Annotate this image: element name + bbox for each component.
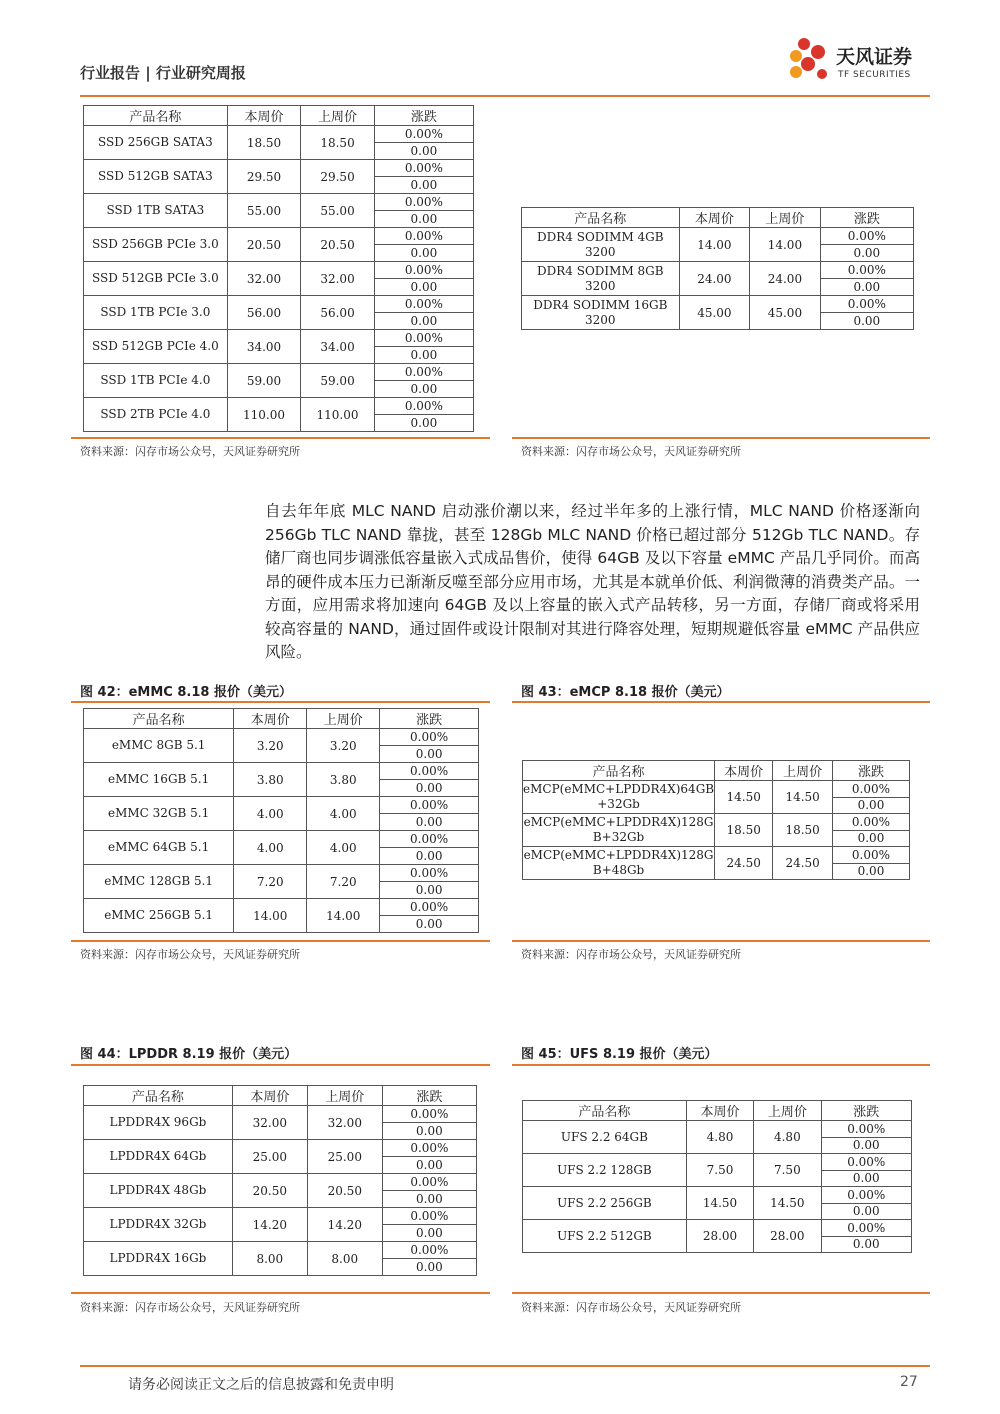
this-week-price-cell: 8.00 <box>232 1242 307 1276</box>
footer-divider <box>80 1365 930 1367</box>
table-row <box>84 865 479 882</box>
column-header: 涨跌 <box>382 1086 476 1106</box>
column-header: 产品名称 <box>522 208 680 228</box>
change-percent-cell: 0.00% <box>374 160 473 177</box>
this-week-price-cell: 7.20 <box>234 865 307 899</box>
change-absolute-cell: 0.00 <box>380 780 479 797</box>
column-header: 产品名称 <box>84 1086 233 1106</box>
lpddr-figure-caption: 图 44：LPDDR 8.19 报价（美元） <box>80 1047 298 1062</box>
change-percent-cell: 0.00% <box>821 1121 911 1138</box>
product-name-cell: eMMC 64GB 5.1 <box>84 831 234 865</box>
change-percent-cell: 0.00% <box>382 1208 476 1225</box>
change-percent-cell: 0.00% <box>380 865 479 882</box>
logo-text: 天风证券 <box>836 46 913 68</box>
last-week-price-cell: 14.50 <box>773 781 833 814</box>
this-week-price-cell: 20.50 <box>232 1174 307 1208</box>
product-name-cell: LPDDR4X 32Gb <box>84 1208 233 1242</box>
this-week-price-cell: 4.00 <box>234 831 307 865</box>
change-absolute-cell: 0.00 <box>821 1236 911 1253</box>
emcp-price-table <box>522 760 910 880</box>
change-percent-cell: 0.00% <box>382 1174 476 1191</box>
this-week-price-cell: 34.00 <box>227 330 301 364</box>
table-row <box>84 1106 477 1123</box>
change-absolute-cell: 0.00 <box>382 1157 476 1174</box>
last-week-price-cell: 59.00 <box>301 364 375 398</box>
last-week-price-cell: 20.50 <box>307 1174 382 1208</box>
product-name-cell: eMCP(eMMC+LPDDR4X)128G B+48Gb <box>523 847 715 880</box>
table-row <box>84 364 474 381</box>
change-percent-cell: 0.00% <box>374 330 473 347</box>
ufs-source-note: 资料来源：闪存市场公众号，天风证券研究所 <box>521 1301 741 1314</box>
change-absolute-cell: 0.00 <box>374 279 473 296</box>
this-week-price-cell: 18.50 <box>715 814 773 847</box>
change-absolute-cell: 0.00 <box>832 830 909 847</box>
table-row <box>84 160 474 177</box>
column-header: 上周价 <box>307 709 380 729</box>
column-header: 涨跌 <box>820 208 913 228</box>
this-week-price-cell: 7.50 <box>686 1154 753 1187</box>
lpddr-source-note: 资料来源：闪存市场公众号，天风证券研究所 <box>80 1301 300 1314</box>
product-name-cell: LPDDR4X 64Gb <box>84 1140 233 1174</box>
change-absolute-cell: 0.00 <box>380 916 479 933</box>
last-week-price-cell: 24.50 <box>773 847 833 880</box>
ssd-source-note: 资料来源：闪存市场公众号，天风证券研究所 <box>80 445 300 458</box>
change-percent-cell: 0.00% <box>382 1140 476 1157</box>
column-header: 产品名称 <box>84 106 228 126</box>
table-row <box>84 729 479 746</box>
table-row <box>84 194 474 211</box>
last-week-price-cell: 4.80 <box>754 1121 821 1154</box>
table-row <box>523 781 910 798</box>
ufs-top-rule <box>512 1064 930 1066</box>
change-absolute-cell: 0.00 <box>382 1225 476 1242</box>
table-row <box>523 1187 912 1204</box>
table-row <box>523 814 910 831</box>
product-name-cell: UFS 2.2 128GB <box>523 1154 687 1187</box>
product-name-cell: SSD 512GB SATA3 <box>84 160 228 194</box>
table-row <box>84 1174 477 1191</box>
emmc-top-rule <box>71 701 490 703</box>
change-absolute-cell: 0.00 <box>380 882 479 899</box>
last-week-price-cell: 32.00 <box>307 1106 382 1140</box>
table-row <box>522 296 914 313</box>
last-week-price-cell: 4.00 <box>307 831 380 865</box>
emcp-top-rule <box>512 701 930 703</box>
this-week-price-cell: 14.20 <box>232 1208 307 1242</box>
change-absolute-cell: 0.00 <box>382 1259 476 1276</box>
table-row <box>84 1140 477 1157</box>
column-header: 产品名称 <box>523 1101 687 1121</box>
product-name-cell: eMMC 8GB 5.1 <box>84 729 234 763</box>
this-week-price-cell: 14.00 <box>679 228 750 262</box>
change-percent-cell: 0.00% <box>380 899 479 916</box>
this-week-price-cell: 45.00 <box>679 296 750 330</box>
this-week-price-cell: 59.00 <box>227 364 301 398</box>
ddr4-price-table <box>521 207 914 330</box>
column-header: 本周价 <box>234 709 307 729</box>
lpddr-top-rule <box>71 1064 490 1066</box>
footer-disclaimer: 请务必阅读正文之后的信息披露和免责申明 <box>128 1377 394 1393</box>
this-week-price-cell: 25.00 <box>232 1140 307 1174</box>
ufs-price-table <box>522 1100 912 1253</box>
product-name-cell: eMCP(eMMC+LPDDR4X)64GB +32Gb <box>523 781 715 814</box>
product-name-cell: UFS 2.2 64GB <box>523 1121 687 1154</box>
emcp-source-note: 资料来源：闪存市场公众号，天风证券研究所 <box>521 948 741 961</box>
this-week-price-cell: 24.00 <box>679 262 750 296</box>
column-header: 涨跌 <box>821 1101 911 1121</box>
last-week-price-cell: 18.50 <box>301 126 375 160</box>
lpddr-price-table <box>83 1085 477 1276</box>
ssd-price-table <box>83 105 474 432</box>
column-header: 上周价 <box>307 1086 382 1106</box>
change-absolute-cell: 0.00 <box>382 1123 476 1140</box>
last-week-price-cell: 14.00 <box>307 899 380 933</box>
product-name-cell: SSD 1TB PCIe 4.0 <box>84 364 228 398</box>
change-percent-cell: 0.00% <box>374 194 473 211</box>
ddr4-source-note: 资料来源：闪存市场公众号，天风证券研究所 <box>521 445 741 458</box>
table-row <box>84 1242 477 1259</box>
column-header: 涨跌 <box>374 106 473 126</box>
last-week-price-cell: 7.20 <box>307 865 380 899</box>
change-absolute-cell: 0.00 <box>374 313 473 330</box>
ddr4-top-rule <box>512 95 930 97</box>
this-week-price-cell: 24.50 <box>715 847 773 880</box>
change-percent-cell: 0.00% <box>832 814 909 831</box>
table-row <box>84 831 479 848</box>
change-absolute-cell: 0.00 <box>380 746 479 763</box>
this-week-price-cell: 4.80 <box>686 1121 753 1154</box>
emmc-figure-caption: 图 42：eMMC 8.18 报价（美元） <box>80 685 292 700</box>
column-header: 涨跌 <box>832 761 909 781</box>
product-name-cell: LPDDR4X 96Gb <box>84 1106 233 1140</box>
change-percent-cell: 0.00% <box>380 797 479 814</box>
column-header: 本周价 <box>232 1086 307 1106</box>
this-week-price-cell: 29.50 <box>227 160 301 194</box>
table-row <box>84 398 474 415</box>
last-week-price-cell: 14.20 <box>307 1208 382 1242</box>
ssd-source-rule <box>71 437 490 439</box>
product-name-cell: eMMC 256GB 5.1 <box>84 899 234 933</box>
product-name-cell: eMMC 16GB 5.1 <box>84 763 234 797</box>
this-week-price-cell: 28.00 <box>686 1220 753 1253</box>
last-week-price-cell: 7.50 <box>754 1154 821 1187</box>
lpddr-source-rule <box>71 1292 490 1294</box>
product-name-cell: UFS 2.2 256GB <box>523 1187 687 1220</box>
change-percent-cell: 0.00% <box>374 398 473 415</box>
change-absolute-cell: 0.00 <box>382 1191 476 1208</box>
product-name-cell: SSD 1TB SATA3 <box>84 194 228 228</box>
last-week-price-cell: 32.00 <box>301 262 375 296</box>
this-week-price-cell: 32.00 <box>227 262 301 296</box>
change-percent-cell: 0.00% <box>374 296 473 313</box>
product-name-cell: LPDDR4X 48Gb <box>84 1174 233 1208</box>
column-header: 本周价 <box>227 106 301 126</box>
table-row <box>522 262 914 279</box>
column-header: 产品名称 <box>84 709 234 729</box>
change-percent-cell: 0.00% <box>820 296 913 313</box>
change-absolute-cell: 0.00 <box>374 211 473 228</box>
column-header: 上周价 <box>754 1101 821 1121</box>
column-header: 上周价 <box>750 208 821 228</box>
column-header: 本周价 <box>679 208 750 228</box>
table-row <box>84 330 474 347</box>
emmc-source-rule <box>71 940 490 942</box>
table-row <box>84 228 474 245</box>
change-percent-cell: 0.00% <box>374 364 473 381</box>
change-percent-cell: 0.00% <box>821 1187 911 1204</box>
change-percent-cell: 0.00% <box>820 228 913 245</box>
column-header: 上周价 <box>301 106 375 126</box>
product-name-cell: SSD 256GB PCIe 3.0 <box>84 228 228 262</box>
body-paragraph: 自去年年底 MLC NAND 启动涨价潮以来，经过半年多的上涨行情，MLC NAND 价格逐渐向 256Gb TLC NAND 靠拢，甚至 128Gb MLC NAND 价格已超过部分 512Gb TLC NAND。存储厂商也同步调涨低容量嵌入式成品售价，使得 64GB 及以下容量 eMMC 产品几乎同价。而高昂的硬件成本压力已渐渐反噬至部分应用市场，尤其是本就单价低、利润微薄的消费类产品。一方面，应用需求将加速向 64GB 及以上容量的嵌入式产品转移，另一方面，存储厂商或将采用较高容量的 NAND，通过固件或设计限制对其进行降容处理，短期规避低容量 eMMC 产品供应风险。 <box>265 502 920 661</box>
this-week-price-cell: 3.20 <box>234 729 307 763</box>
table-row <box>84 126 474 143</box>
change-percent-cell: 0.00% <box>382 1242 476 1259</box>
table-row <box>84 763 479 780</box>
product-name-cell: DDR4 SODIMM 4GB 3200 <box>522 228 680 262</box>
last-week-price-cell: 20.50 <box>301 228 375 262</box>
last-week-price-cell: 14.00 <box>750 228 821 262</box>
table-row <box>523 847 910 864</box>
this-week-price-cell: 18.50 <box>227 126 301 160</box>
table-row <box>84 296 474 313</box>
change-absolute-cell: 0.00 <box>374 381 473 398</box>
change-percent-cell: 0.00% <box>374 228 473 245</box>
emmc-source-note: 资料来源：闪存市场公众号，天风证券研究所 <box>80 948 300 961</box>
ddr4-source-rule <box>512 437 930 439</box>
table-row <box>522 228 914 245</box>
this-week-price-cell: 55.00 <box>227 194 301 228</box>
table-row <box>523 1121 912 1138</box>
change-percent-cell: 0.00% <box>374 126 473 143</box>
report-type: 行业报告 | 行业研究周报 <box>80 64 246 82</box>
last-week-price-cell: 29.50 <box>301 160 375 194</box>
last-week-price-cell: 110.00 <box>301 398 375 432</box>
product-name-cell: SSD 256GB SATA3 <box>84 126 228 160</box>
emcp-source-rule <box>512 940 930 942</box>
last-week-price-cell: 25.00 <box>307 1140 382 1174</box>
column-header: 上周价 <box>773 761 833 781</box>
change-percent-cell: 0.00% <box>821 1154 911 1171</box>
this-week-price-cell: 14.00 <box>234 899 307 933</box>
product-name-cell: SSD 512GB PCIe 3.0 <box>84 262 228 296</box>
table-row <box>84 262 474 279</box>
last-week-price-cell: 14.50 <box>754 1187 821 1220</box>
change-absolute-cell: 0.00 <box>380 848 479 865</box>
change-percent-cell: 0.00% <box>374 262 473 279</box>
last-week-price-cell: 34.00 <box>301 330 375 364</box>
last-week-price-cell: 3.20 <box>307 729 380 763</box>
change-absolute-cell: 0.00 <box>821 1137 911 1154</box>
table-row <box>523 1220 912 1237</box>
change-absolute-cell: 0.00 <box>820 313 913 330</box>
last-week-price-cell: 18.50 <box>773 814 833 847</box>
change-percent-cell: 0.00% <box>832 847 909 864</box>
product-name-cell: LPDDR4X 16Gb <box>84 1242 233 1276</box>
change-percent-cell: 0.00% <box>380 763 479 780</box>
change-absolute-cell: 0.00 <box>832 797 909 814</box>
product-name-cell: SSD 1TB PCIe 3.0 <box>84 296 228 330</box>
table-row <box>523 1154 912 1171</box>
change-percent-cell: 0.00% <box>821 1220 911 1237</box>
change-absolute-cell: 0.00 <box>374 143 473 160</box>
column-header: 涨跌 <box>380 709 479 729</box>
last-week-price-cell: 56.00 <box>301 296 375 330</box>
column-header: 产品名称 <box>523 761 715 781</box>
column-header: 本周价 <box>686 1101 753 1121</box>
change-absolute-cell: 0.00 <box>374 177 473 194</box>
last-week-price-cell: 8.00 <box>307 1242 382 1276</box>
change-absolute-cell: 0.00 <box>820 245 913 262</box>
table-row <box>84 797 479 814</box>
emcp-figure-caption: 图 43：eMCP 8.18 报价（美元） <box>521 685 730 700</box>
change-absolute-cell: 0.00 <box>832 863 909 880</box>
product-name-cell: UFS 2.2 512GB <box>523 1220 687 1253</box>
change-absolute-cell: 0.00 <box>374 245 473 262</box>
change-absolute-cell: 0.00 <box>374 347 473 364</box>
last-week-price-cell: 28.00 <box>754 1220 821 1253</box>
change-absolute-cell: 0.00 <box>821 1203 911 1220</box>
ufs-source-rule <box>512 1292 930 1294</box>
ufs-figure-caption: 图 45：UFS 8.19 报价（美元） <box>521 1047 718 1062</box>
change-absolute-cell: 0.00 <box>380 814 479 831</box>
table-row <box>84 1208 477 1225</box>
page-number: 27 <box>900 1374 918 1390</box>
last-week-price-cell: 55.00 <box>301 194 375 228</box>
this-week-price-cell: 56.00 <box>227 296 301 330</box>
change-percent-cell: 0.00% <box>832 781 909 798</box>
last-week-price-cell: 24.00 <box>750 262 821 296</box>
change-absolute-cell: 0.00 <box>820 279 913 296</box>
change-percent-cell: 0.00% <box>382 1106 476 1123</box>
product-name-cell: DDR4 SODIMM 8GB 3200 <box>522 262 680 296</box>
table-row <box>84 899 479 916</box>
change-absolute-cell: 0.00 <box>821 1170 911 1187</box>
change-percent-cell: 0.00% <box>820 262 913 279</box>
change-percent-cell: 0.00% <box>380 729 479 746</box>
product-name-cell: DDR4 SODIMM 16GB 3200 <box>522 296 680 330</box>
product-name-cell: SSD 2TB PCIe 4.0 <box>84 398 228 432</box>
this-week-price-cell: 20.50 <box>227 228 301 262</box>
this-week-price-cell: 32.00 <box>232 1106 307 1140</box>
product-name-cell: eMMC 32GB 5.1 <box>84 797 234 831</box>
this-week-price-cell: 4.00 <box>234 797 307 831</box>
this-week-price-cell: 14.50 <box>715 781 773 814</box>
logo-subtitle: TF SECURITIES <box>838 70 911 80</box>
last-week-price-cell: 3.80 <box>307 763 380 797</box>
last-week-price-cell: 4.00 <box>307 797 380 831</box>
this-week-price-cell: 14.50 <box>686 1187 753 1220</box>
change-absolute-cell: 0.00 <box>374 415 473 432</box>
emmc-price-table <box>83 708 479 933</box>
last-week-price-cell: 45.00 <box>750 296 821 330</box>
product-name-cell: eMMC 128GB 5.1 <box>84 865 234 899</box>
column-header: 本周价 <box>715 761 773 781</box>
product-name-cell: SSD 512GB PCIe 4.0 <box>84 330 228 364</box>
change-percent-cell: 0.00% <box>380 831 479 848</box>
this-week-price-cell: 110.00 <box>227 398 301 432</box>
this-week-price-cell: 3.80 <box>234 763 307 797</box>
product-name-cell: eMCP(eMMC+LPDDR4X)128G B+32Gb <box>523 814 715 847</box>
